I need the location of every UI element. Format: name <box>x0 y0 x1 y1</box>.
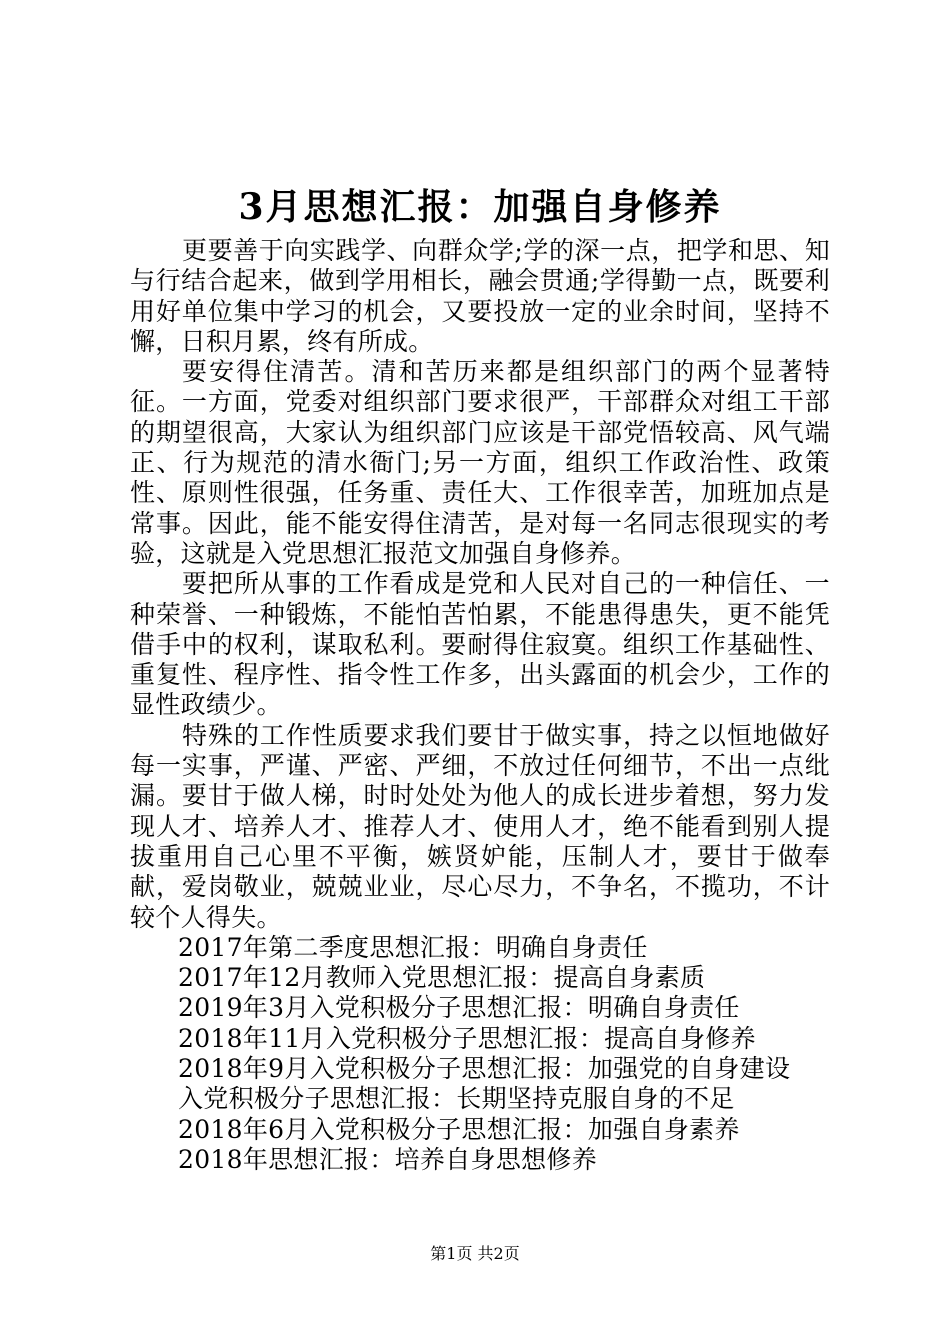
related-article-link[interactable]: 2018年9月入党积极分子思想汇报：加强党的自身建设 <box>178 1054 791 1084</box>
page-indicator: 第1页 共2页 <box>430 1244 520 1263</box>
paragraph-3: 要把所从事的工作看成是党和人民对自己的一种信任、一种荣誉、一种锻炼，不能怕苦怕累，不能患得患失，更不能凭借手中的权利，谋取私利。要耐得住寂寞。组织工作基础性、重复性、程序性、指令性工作多，出头露面的机会少，工作的显性政绩少。 <box>130 569 830 720</box>
related-articles-list <box>130 933 830 1175</box>
document-body <box>130 236 830 1175</box>
related-article-link[interactable]: 2017年第二季度思想汇报：明确自身责任 <box>178 932 648 962</box>
paragraph-1: 更要善于向实践学、向群众学;学的深一点，把学和思、知与行结合起来，做到学用相长，融会贯通;学得勤一点，既要利用好单位集中学习的机会，又要投放一定的业余时间，坚持不懈，日积月累，终有所成。 <box>130 236 830 356</box>
related-article-link[interactable]: 2019年3月入党积极分子思想汇报：明确自身责任 <box>178 993 740 1023</box>
related-article-link[interactable]: 2017年12月教师入党思想汇报：提高自身素质 <box>178 963 706 993</box>
related-article-link[interactable]: 入党积极分子思想汇报：长期坚持克服自身的不足 <box>178 1084 735 1114</box>
related-article-link[interactable]: 2018年6月入党积极分子思想汇报：加强自身素养 <box>178 1114 740 1144</box>
related-article-link[interactable]: 2018年11月入党积极分子思想汇报：提高自身修养 <box>178 1023 756 1053</box>
related-article-link[interactable]: 2018年思想汇报：培养自身思想修养 <box>178 1144 598 1174</box>
document-title: 3月思想汇报：加强自身修养 <box>238 186 722 228</box>
paragraph-4: 特殊的工作性质要求我们要甘于做实事，持之以恒地做好每一实事，严谨、严密、严细，不放过任何细节，不出一点纰漏。要甘于做人梯，时时处处为他人的成长进步着想，努力发现人才、培养人才、推荐人才、使用人才，绝不能看到别人提拔重用自己心里不平衡，嫉贤妒能，压制人才，要甘于做奉献，爱岗敬业，兢兢业业，尽心尽力，不争名，不揽功，不计较个人得失。 <box>130 720 830 932</box>
paragraph-2: 要安得住清苦。清和苦历来都是组织部门的两个显著特征。一方面，党委对组织部门要求很严，干部群众对组工干部的期望很高，大家认为组织部门应该是干部党悟较高、风气端正、行为规范的清水衙门;另一方面，组织工作政治性、政策性、原则性很强，任务重、责任大、工作很幸苦，加班加点是常事。因此，能不能安得住清苦，是对每一名同志很现实的考验，这就是入党思想汇报范文加强自身修养。 <box>130 357 830 568</box>
